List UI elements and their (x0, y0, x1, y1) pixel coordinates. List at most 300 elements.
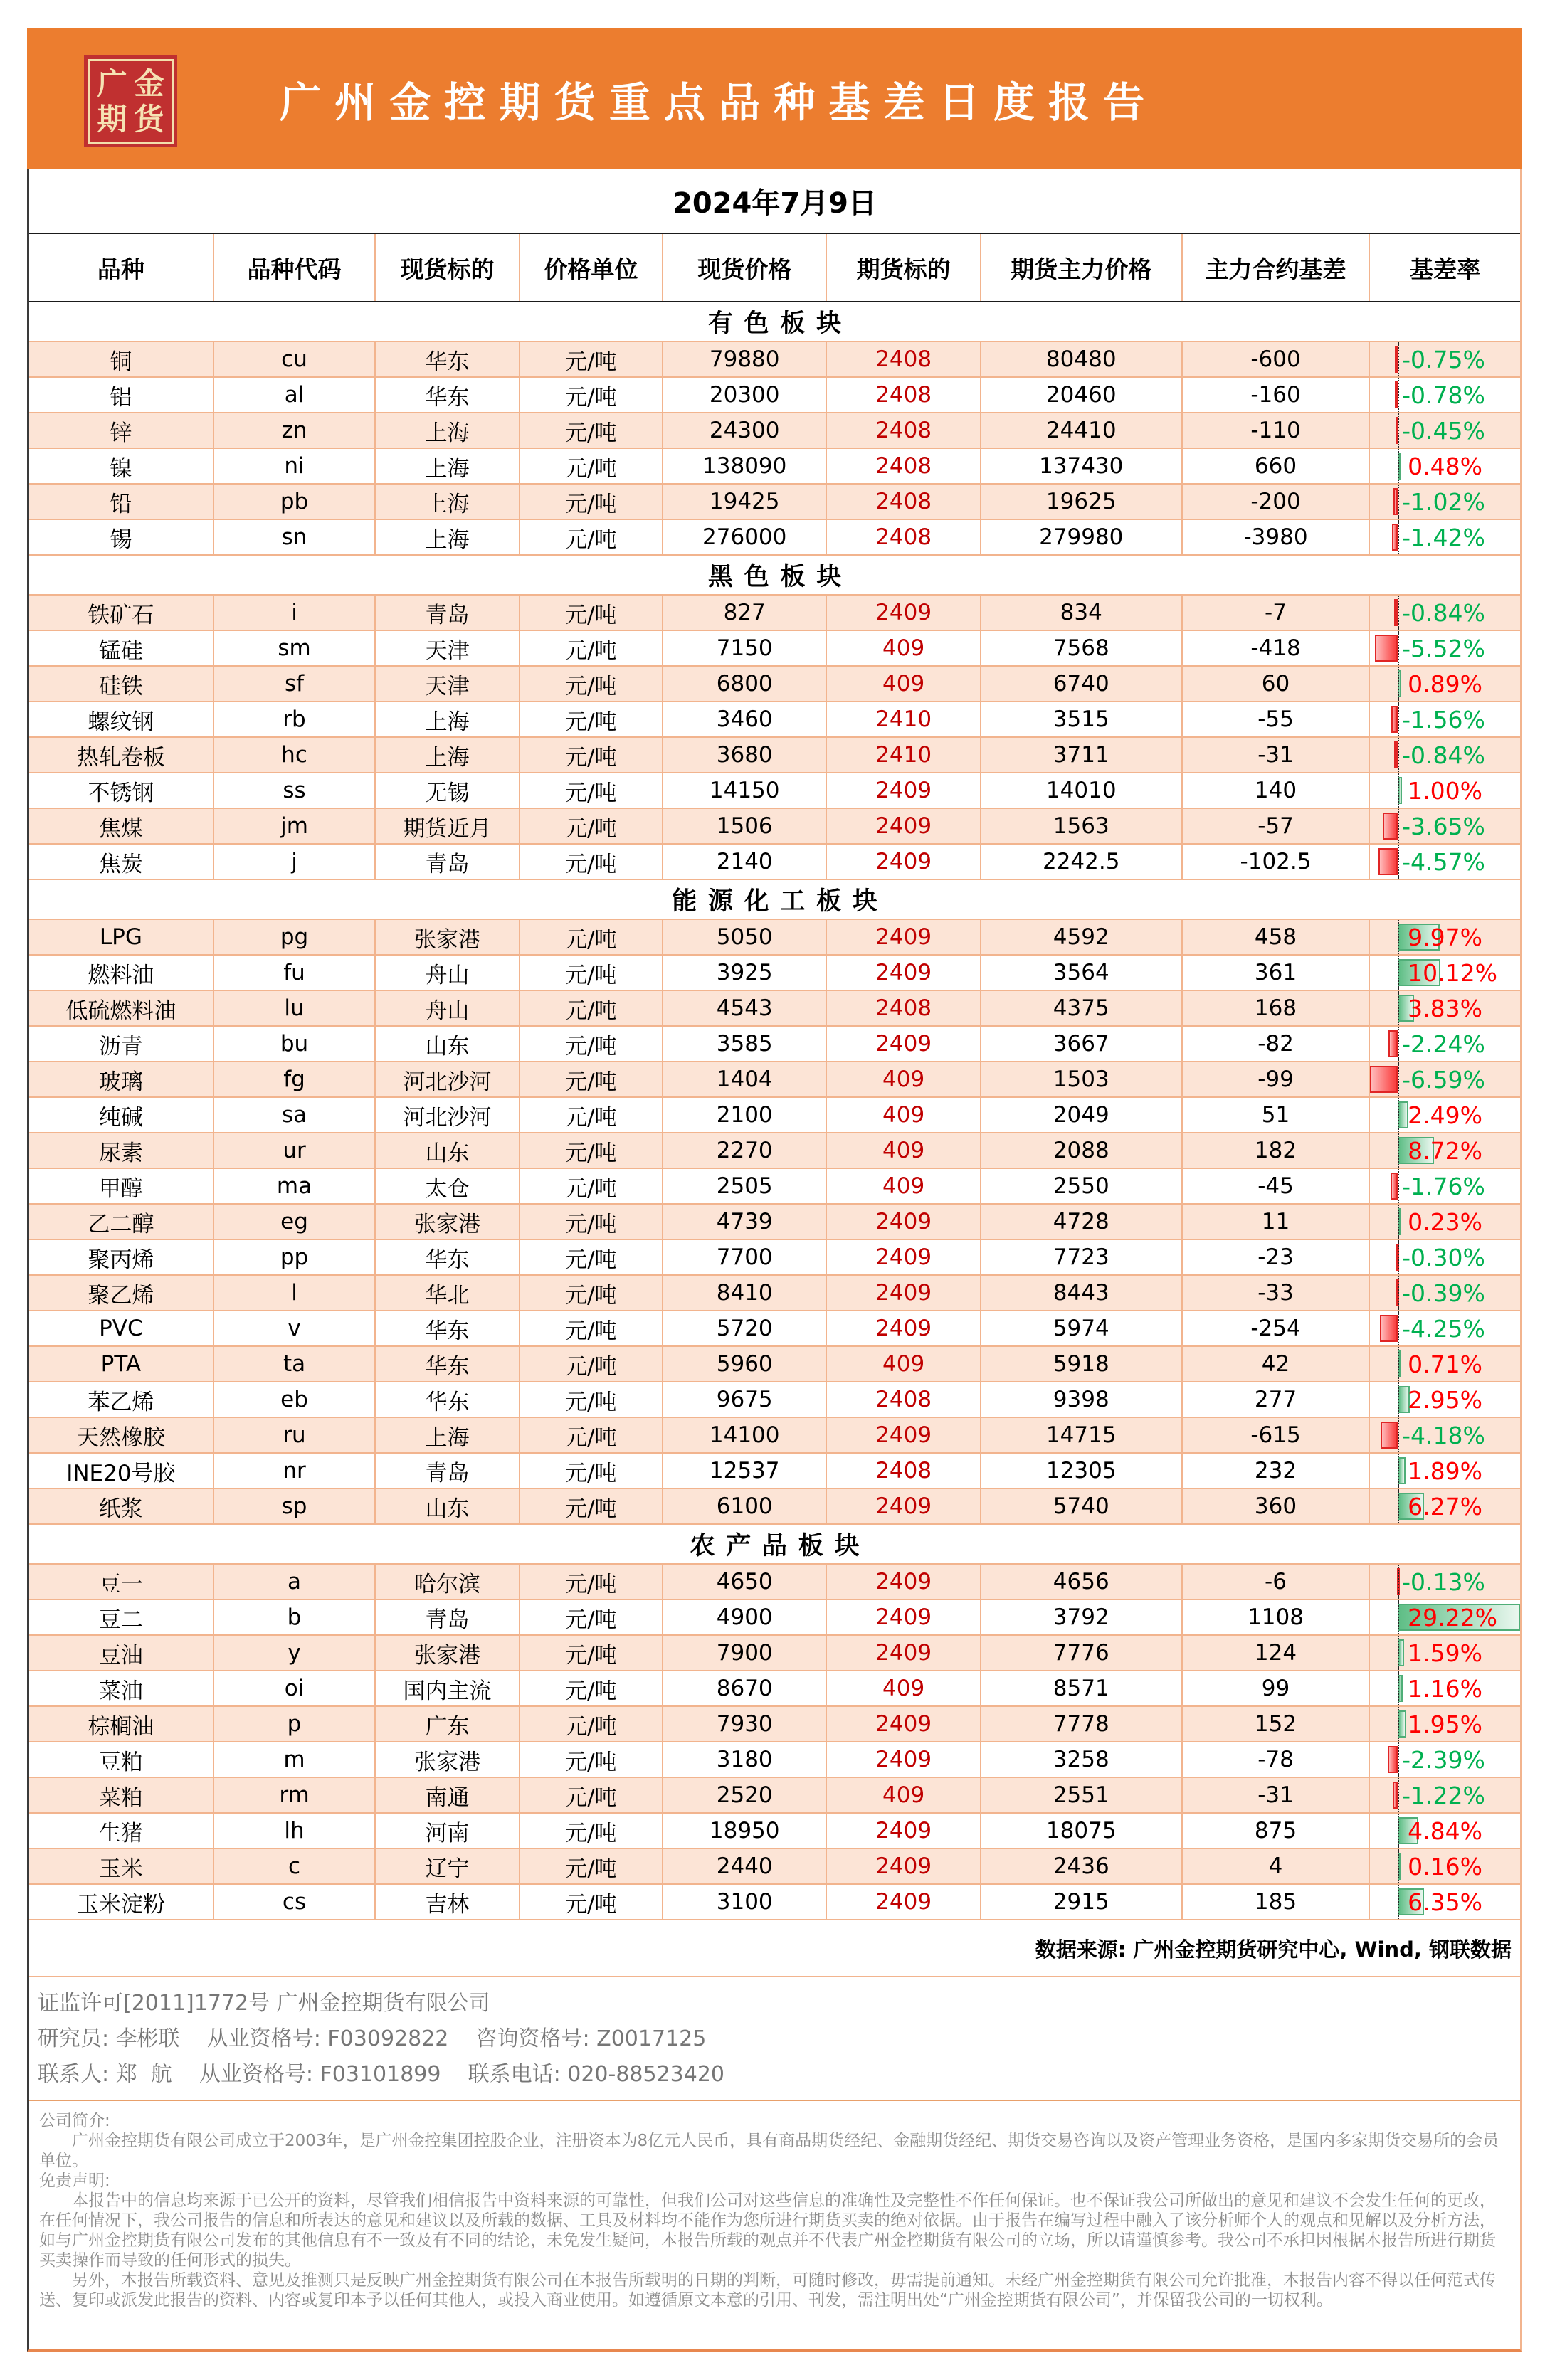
cell-futures-price: 8571 (981, 1671, 1183, 1705)
disclaimer-paragraph-1: 本报告中的信息均来源于已公开的资料，尽管我们相信报告中资料来源的可靠性，但我们公司对这些信息的准确性及完整性不作任何保证。也不保证我公司所做出的意见和建议不会发生任何的更改，在任何情况下，我公司报告的信息和所表达的意见和建议以及所载的数据、工具及材料均不能作为您所进行期货买卖的绝对依据。由于报告在编写过程中融入了该分析师个人的观点和见解以及分析方法，如与广州金控期货有限公司发布的其他信息有不一致及有不同的结论，未免发生疑问，本报告所载的观点并不代表广州金控期货有限公司的立场，所以请谨慎参考。我公司不承担因根据本报告所进行期货买卖操作而导致的任何形式的损失。 (39, 2191, 1496, 2270)
basis-rate-bar (1381, 1422, 1398, 1448)
cell-spot-price: 3585 (663, 1027, 827, 1061)
cell-basis-rate (1370, 1382, 1520, 1417)
cell-futures-price: 20460 (981, 378, 1183, 412)
cell-futures-code: 2408 (827, 449, 981, 483)
cell-basis-rate (1370, 596, 1520, 630)
basis-rate-axis (1398, 1707, 1399, 1741)
cell-variety: 豆粕 (29, 1742, 214, 1777)
table-row (29, 1565, 1520, 1600)
cell-price-unit: 元/吨 (520, 1418, 663, 1452)
cell-spot-target: 华东 (376, 378, 520, 412)
basis-rate-axis (1398, 809, 1399, 843)
basis-rate-value: 0.48% (1408, 452, 1482, 480)
cell-variety-code: oi (214, 1671, 376, 1705)
cell-variety-code: lh (214, 1814, 376, 1848)
basis-rate-value: 1.00% (1408, 776, 1482, 805)
basis-rate-value: 0.89% (1408, 670, 1482, 698)
cell-futures-price: 2436 (981, 1849, 1183, 1883)
cell-basis: -31 (1183, 1778, 1371, 1812)
cell-spot-target: 上海 (376, 449, 520, 483)
cell-spot-price: 1506 (663, 809, 827, 843)
cell-variety-code: y (214, 1636, 376, 1670)
cell-variety-code: ss (214, 773, 376, 808)
cell-futures-code: 2409 (827, 1565, 981, 1599)
cell-price-unit: 元/吨 (520, 1814, 663, 1848)
table-row (29, 1489, 1520, 1525)
cell-spot-price: 14150 (663, 773, 827, 808)
cell-spot-target: 青岛 (376, 1454, 520, 1488)
cell-variety-code: sa (214, 1098, 376, 1132)
basis-rate-value: -1.42% (1402, 523, 1485, 551)
cell-futures-price: 5918 (981, 1347, 1183, 1381)
cell-basis: -23 (1183, 1240, 1371, 1274)
cell-futures-price: 3792 (981, 1600, 1183, 1634)
cell-futures-code: 2409 (827, 1418, 981, 1452)
basis-rate-value: 0.16% (1408, 1852, 1482, 1881)
cell-variety-code: pg (214, 920, 376, 954)
basis-rate-bar (1383, 813, 1398, 839)
cell-price-unit: 元/吨 (520, 378, 663, 412)
cell-variety: 玻璃 (29, 1062, 214, 1096)
basis-rate-axis (1398, 1240, 1399, 1274)
table-row (29, 378, 1520, 413)
cell-spot-price: 827 (663, 596, 827, 630)
cell-basis: -33 (1183, 1276, 1371, 1310)
cell-spot-price: 4543 (663, 991, 827, 1025)
cell-variety: 尿素 (29, 1133, 214, 1168)
cell-futures-price: 3515 (981, 702, 1183, 736)
cell-variety: 生猪 (29, 1814, 214, 1848)
cell-spot-target: 青岛 (376, 845, 520, 879)
cell-variety: 焦炭 (29, 845, 214, 879)
cell-spot-price: 2520 (663, 1778, 827, 1812)
cell-spot-target: 华东 (376, 342, 520, 376)
cell-variety: 苯乙烯 (29, 1382, 214, 1417)
cell-spot-target: 华北 (376, 1276, 520, 1310)
cell-futures-code: 2409 (827, 1742, 981, 1777)
report-title: 广州金控期货重点品种基差日度报告 (280, 78, 1159, 127)
cell-futures-price: 8443 (981, 1276, 1183, 1310)
cell-futures-code: 2408 (827, 342, 981, 376)
cell-futures-code: 2409 (827, 1276, 981, 1310)
cell-futures-code: 2408 (827, 1382, 981, 1417)
basis-rate-axis (1398, 702, 1399, 736)
header-banner (27, 28, 1522, 169)
cell-spot-target: 山东 (376, 1489, 520, 1523)
basis-rate-bar (1391, 706, 1398, 732)
table-row (29, 809, 1520, 845)
cell-variety: 菜油 (29, 1671, 214, 1705)
cell-basis: 124 (1183, 1636, 1371, 1670)
cell-basis: -7 (1183, 596, 1371, 630)
cell-futures-price: 3667 (981, 1027, 1183, 1061)
cell-price-unit: 元/吨 (520, 1169, 663, 1203)
cell-futures-code: 409 (827, 1778, 981, 1812)
cell-variety: 聚丙烯 (29, 1240, 214, 1274)
cell-futures-price: 4728 (981, 1205, 1183, 1239)
basis-rate-value: -2.24% (1402, 1030, 1485, 1058)
basis-rate-value: -4.18% (1402, 1421, 1485, 1449)
cell-spot-price: 12537 (663, 1454, 827, 1488)
cell-spot-target: 河南 (376, 1814, 520, 1848)
basis-rate-axis (1398, 1133, 1399, 1168)
cell-basis: -615 (1183, 1418, 1371, 1452)
cell-futures-price: 3564 (981, 956, 1183, 990)
cell-futures-code: 2409 (827, 596, 981, 630)
column-header-futures-price: 期货主力价格 (981, 234, 1183, 301)
cell-variety-code: pp (214, 1240, 376, 1274)
cell-basis: -78 (1183, 1742, 1371, 1777)
cell-variety-code: cs (214, 1885, 376, 1919)
table-row (29, 520, 1520, 556)
basis-rate-bar (1388, 1746, 1398, 1772)
cell-spot-target: 张家港 (376, 1742, 520, 1777)
basis-rate-value: -0.30% (1402, 1243, 1485, 1271)
cell-futures-price: 12305 (981, 1454, 1183, 1488)
cell-spot-target: 广东 (376, 1707, 520, 1741)
cell-futures-code: 409 (827, 1133, 981, 1168)
table-row (29, 738, 1520, 773)
cell-spot-target: 山东 (376, 1133, 520, 1168)
basis-rate-value: -2.39% (1402, 1745, 1485, 1774)
company-logo (84, 55, 177, 147)
table-row (29, 991, 1520, 1027)
cell-spot-target: 张家港 (376, 1636, 520, 1670)
cell-futures-price: 2088 (981, 1133, 1183, 1168)
cell-spot-price: 2505 (663, 1169, 827, 1203)
column-header-basis-rate: 基差率 (1410, 255, 1481, 283)
cell-basis: 182 (1183, 1133, 1371, 1168)
basis-rate-axis (1398, 1671, 1399, 1705)
basis-rate-value: 4.84% (1408, 1816, 1482, 1845)
cell-variety: 铝 (29, 378, 214, 412)
section-header: 农产品板块 (29, 1525, 1520, 1565)
logo-text-line1: 广金 (97, 65, 172, 101)
cell-basis: 232 (1183, 1454, 1371, 1488)
column-header-basis: 主力合约基差 (1183, 234, 1371, 301)
cell-price-unit: 元/吨 (520, 1205, 663, 1239)
cell-price-unit: 元/吨 (520, 773, 663, 808)
cell-price-unit: 元/吨 (520, 1600, 663, 1634)
cell-basis-rate (1370, 773, 1520, 808)
basis-rate-value: -0.84% (1402, 598, 1485, 627)
cell-variety: 豆二 (29, 1600, 214, 1634)
cell-price-unit: 元/吨 (520, 413, 663, 448)
cell-basis-rate (1370, 485, 1520, 519)
basis-rate-axis (1398, 1098, 1399, 1132)
cell-futures-price: 80480 (981, 342, 1183, 376)
basis-rate-value: 1.59% (1408, 1639, 1482, 1667)
cell-futures-code: 2408 (827, 413, 981, 448)
basis-rate-value: -1.02% (1402, 487, 1485, 516)
cell-variety: 甲醇 (29, 1169, 214, 1203)
cell-price-unit: 元/吨 (520, 1849, 663, 1883)
cell-variety-code: sm (214, 631, 376, 665)
basis-rate-value: 1.95% (1408, 1710, 1482, 1738)
cell-spot-price: 4650 (663, 1565, 827, 1599)
cell-spot-price: 20300 (663, 378, 827, 412)
cell-spot-price: 6800 (663, 667, 827, 701)
column-header-variety-code: 品种代码 (214, 234, 376, 301)
column-header-price-unit: 价格单位 (520, 234, 663, 301)
cell-variety: 棕榈油 (29, 1707, 214, 1741)
basis-rate-axis (1398, 1169, 1399, 1203)
basis-rate-bar (1393, 1782, 1398, 1808)
basis-rate-axis (1398, 1778, 1399, 1812)
cell-futures-code: 2410 (827, 738, 981, 772)
cell-spot-target: 张家港 (376, 1205, 520, 1239)
cell-basis: 277 (1183, 1382, 1371, 1417)
cell-spot-target: 舟山 (376, 956, 520, 990)
cell-price-unit: 元/吨 (520, 631, 663, 665)
basis-rate-value: -3.65% (1402, 812, 1485, 840)
cell-futures-code: 409 (827, 1098, 981, 1132)
table-row (29, 1671, 1520, 1707)
cell-basis-rate (1370, 1347, 1520, 1381)
cell-price-unit: 元/吨 (520, 702, 663, 736)
cell-futures-price: 7568 (981, 631, 1183, 665)
cell-variety-code: j (214, 845, 376, 879)
cell-spot-price: 2100 (663, 1098, 827, 1132)
cell-price-unit: 元/吨 (520, 1636, 663, 1670)
cell-basis: -600 (1183, 342, 1371, 376)
cell-variety-code: nr (214, 1454, 376, 1488)
cell-spot-price: 24300 (663, 413, 827, 448)
cell-futures-price: 19625 (981, 485, 1183, 519)
basis-rate-value: 2.95% (1408, 1385, 1482, 1414)
column-header-variety: 品种 (29, 234, 214, 301)
cell-price-unit: 元/吨 (520, 520, 663, 554)
cell-basis: 660 (1183, 449, 1371, 483)
basis-rate-axis (1398, 1636, 1399, 1670)
table-header-row (29, 234, 1520, 302)
table-row (29, 773, 1520, 809)
cell-spot-target: 辽宁 (376, 1849, 520, 1883)
cell-basis-rate (1370, 667, 1520, 701)
data-source-line: 数据来源: 广州金控期货研究中心, Wind, 钢联数据 (29, 1920, 1520, 1977)
cell-basis-rate (1370, 956, 1520, 990)
cell-futures-price: 6740 (981, 667, 1183, 701)
basis-rate-value: 8.72% (1408, 1136, 1482, 1165)
basis-rate-axis (1398, 1565, 1399, 1599)
cell-basis-rate (1370, 520, 1520, 554)
basis-rate-axis (1398, 991, 1399, 1025)
cell-basis: 99 (1183, 1671, 1371, 1705)
basis-rate-value: 1.89% (1408, 1456, 1482, 1485)
cell-variety: 乙二醇 (29, 1205, 214, 1239)
cell-spot-target: 河北沙河 (376, 1098, 520, 1132)
basis-rate-axis (1398, 1027, 1399, 1061)
cell-futures-code: 2409 (827, 1311, 981, 1345)
cell-basis-rate (1370, 1814, 1520, 1848)
basis-rate-value: -1.76% (1402, 1172, 1485, 1200)
table-row (29, 1311, 1520, 1347)
cell-price-unit: 元/吨 (520, 485, 663, 519)
cell-futures-price: 4592 (981, 920, 1183, 954)
basis-rate-axis (1398, 1382, 1399, 1417)
table-row (29, 1742, 1520, 1778)
cell-basis: 458 (1183, 920, 1371, 954)
cell-spot-target: 无锡 (376, 773, 520, 808)
cell-basis-rate (1370, 1707, 1520, 1741)
cell-variety: 玉米 (29, 1849, 214, 1883)
cell-basis-rate (1370, 1454, 1520, 1488)
cell-futures-code: 2409 (827, 1885, 981, 1919)
cell-futures-code: 409 (827, 1347, 981, 1381)
table-row (29, 667, 1520, 702)
basis-rate-axis (1398, 956, 1399, 990)
basis-rate-value: 0.23% (1408, 1207, 1482, 1236)
basis-rate-axis (1398, 1418, 1399, 1452)
cell-price-unit: 元/吨 (520, 1885, 663, 1919)
cell-price-unit: 元/吨 (520, 845, 663, 879)
table-row (29, 631, 1520, 667)
cell-spot-target: 上海 (376, 738, 520, 772)
cell-basis: -418 (1183, 631, 1371, 665)
basis-rate-axis (1398, 596, 1399, 630)
cell-basis: 152 (1183, 1707, 1371, 1741)
cell-futures-code: 409 (827, 1169, 981, 1203)
cell-variety-code: sf (214, 667, 376, 701)
table-row (29, 342, 1520, 378)
cell-spot-target: 上海 (376, 413, 520, 448)
basis-rate-axis (1398, 773, 1399, 808)
cell-variety-code: m (214, 1742, 376, 1777)
cell-futures-code: 2409 (827, 1027, 981, 1061)
cell-basis-rate (1370, 449, 1520, 483)
cell-spot-price: 79880 (663, 342, 827, 376)
basis-rate-axis (1398, 920, 1399, 954)
cell-futures-code: 2408 (827, 991, 981, 1025)
basis-rate-axis (1398, 1600, 1399, 1634)
basis-rate-bar (1388, 1030, 1398, 1057)
cell-price-unit: 元/吨 (520, 342, 663, 376)
basis-rate-value: -0.13% (1402, 1567, 1485, 1596)
cell-futures-code: 2409 (827, 1205, 981, 1239)
cell-basis-rate (1370, 1489, 1520, 1523)
cell-variety-code: v (214, 1311, 376, 1345)
cell-spot-target: 华东 (376, 1240, 520, 1274)
table-row (29, 485, 1520, 520)
cell-basis-rate (1370, 1311, 1520, 1345)
cell-variety-code: hc (214, 738, 376, 772)
logo-frame (88, 59, 174, 144)
cell-basis-rate (1370, 1133, 1520, 1168)
cell-spot-target: 山东 (376, 1027, 520, 1061)
table-row (29, 1454, 1520, 1489)
cell-price-unit: 元/吨 (520, 1742, 663, 1777)
cell-spot-target: 南通 (376, 1778, 520, 1812)
cell-basis-rate (1370, 1742, 1520, 1777)
basis-rate-value: -0.45% (1402, 416, 1485, 445)
cell-spot-target: 期货近月 (376, 809, 520, 843)
cell-futures-price: 1563 (981, 809, 1183, 843)
cell-price-unit: 元/吨 (520, 1489, 663, 1523)
basis-rate-value: -0.78% (1402, 381, 1485, 409)
cell-spot-target: 上海 (376, 520, 520, 554)
cell-basis-rate (1370, 1600, 1520, 1634)
cell-futures-price: 137430 (981, 449, 1183, 483)
cell-futures-code: 409 (827, 1671, 981, 1705)
cell-basis-rate (1370, 342, 1520, 376)
cell-price-unit: 元/吨 (520, 1098, 663, 1132)
cell-price-unit: 元/吨 (520, 1027, 663, 1061)
cell-variety: 豆油 (29, 1636, 214, 1670)
basis-rate-value: -1.56% (1402, 705, 1485, 734)
cell-price-unit: 元/吨 (520, 1778, 663, 1812)
table-row (29, 1636, 1520, 1671)
cell-basis-rate (1370, 1636, 1520, 1670)
section-header: 黑色板块 (29, 556, 1520, 596)
table-row (29, 449, 1520, 485)
cell-price-unit: 元/吨 (520, 809, 663, 843)
cell-variety: 天然橡胶 (29, 1418, 214, 1452)
cell-basis: 168 (1183, 991, 1371, 1025)
cell-variety-code: ni (214, 449, 376, 483)
table-row (29, 1707, 1520, 1742)
cell-futures-code: 2409 (827, 1849, 981, 1883)
cell-price-unit: 元/吨 (520, 1240, 663, 1274)
cell-futures-price: 4375 (981, 991, 1183, 1025)
cell-basis-rate (1370, 1418, 1520, 1452)
basis-rate-bar (1378, 848, 1398, 874)
cell-basis: -57 (1183, 809, 1371, 843)
cell-variety-code: pb (214, 485, 376, 519)
cell-futures-price: 2550 (981, 1169, 1183, 1203)
cell-futures-code: 2409 (827, 1489, 981, 1523)
table-row (29, 845, 1520, 880)
cell-futures-code: 2409 (827, 1707, 981, 1741)
cell-basis-rate (1370, 920, 1520, 954)
basis-rate-axis (1398, 1347, 1399, 1381)
table-row (29, 1062, 1520, 1098)
table-row (29, 1814, 1520, 1849)
cell-basis: 361 (1183, 956, 1371, 990)
basis-rate-axis (1398, 1311, 1399, 1345)
cell-basis-rate (1370, 1027, 1520, 1061)
cell-price-unit: 元/吨 (520, 991, 663, 1025)
cell-variety: 燃料油 (29, 956, 214, 990)
legal-block (29, 2101, 1520, 2310)
cell-futures-price: 3711 (981, 738, 1183, 772)
table-row (29, 413, 1520, 449)
cell-basis: 1108 (1183, 1600, 1371, 1634)
basis-rate-axis (1398, 1454, 1399, 1488)
cell-futures-code: 409 (827, 667, 981, 701)
cell-basis: -99 (1183, 1062, 1371, 1096)
basis-rate-axis (1398, 520, 1399, 554)
cell-price-unit: 元/吨 (520, 1707, 663, 1741)
cell-spot-price: 138090 (663, 449, 827, 483)
basis-rate-value: -0.84% (1402, 741, 1485, 769)
cell-variety-code: i (214, 596, 376, 630)
basis-rate-bar (1392, 524, 1398, 550)
cell-futures-price: 834 (981, 596, 1183, 630)
cell-basis-rate (1370, 631, 1520, 665)
cell-futures-price: 2049 (981, 1098, 1183, 1132)
basis-rate-value: 9.97% (1408, 923, 1482, 951)
cell-spot-target: 吉林 (376, 1885, 520, 1919)
cell-basis-rate (1370, 1565, 1520, 1599)
cell-futures-code: 2409 (827, 1636, 981, 1670)
basis-rate-axis (1398, 631, 1399, 665)
cell-variety: 铜 (29, 342, 214, 376)
cell-spot-price: 6100 (663, 1489, 827, 1523)
cell-variety: 低硫燃料油 (29, 991, 214, 1025)
basis-rate-bar (1380, 1315, 1398, 1341)
cell-futures-price: 18075 (981, 1814, 1183, 1848)
